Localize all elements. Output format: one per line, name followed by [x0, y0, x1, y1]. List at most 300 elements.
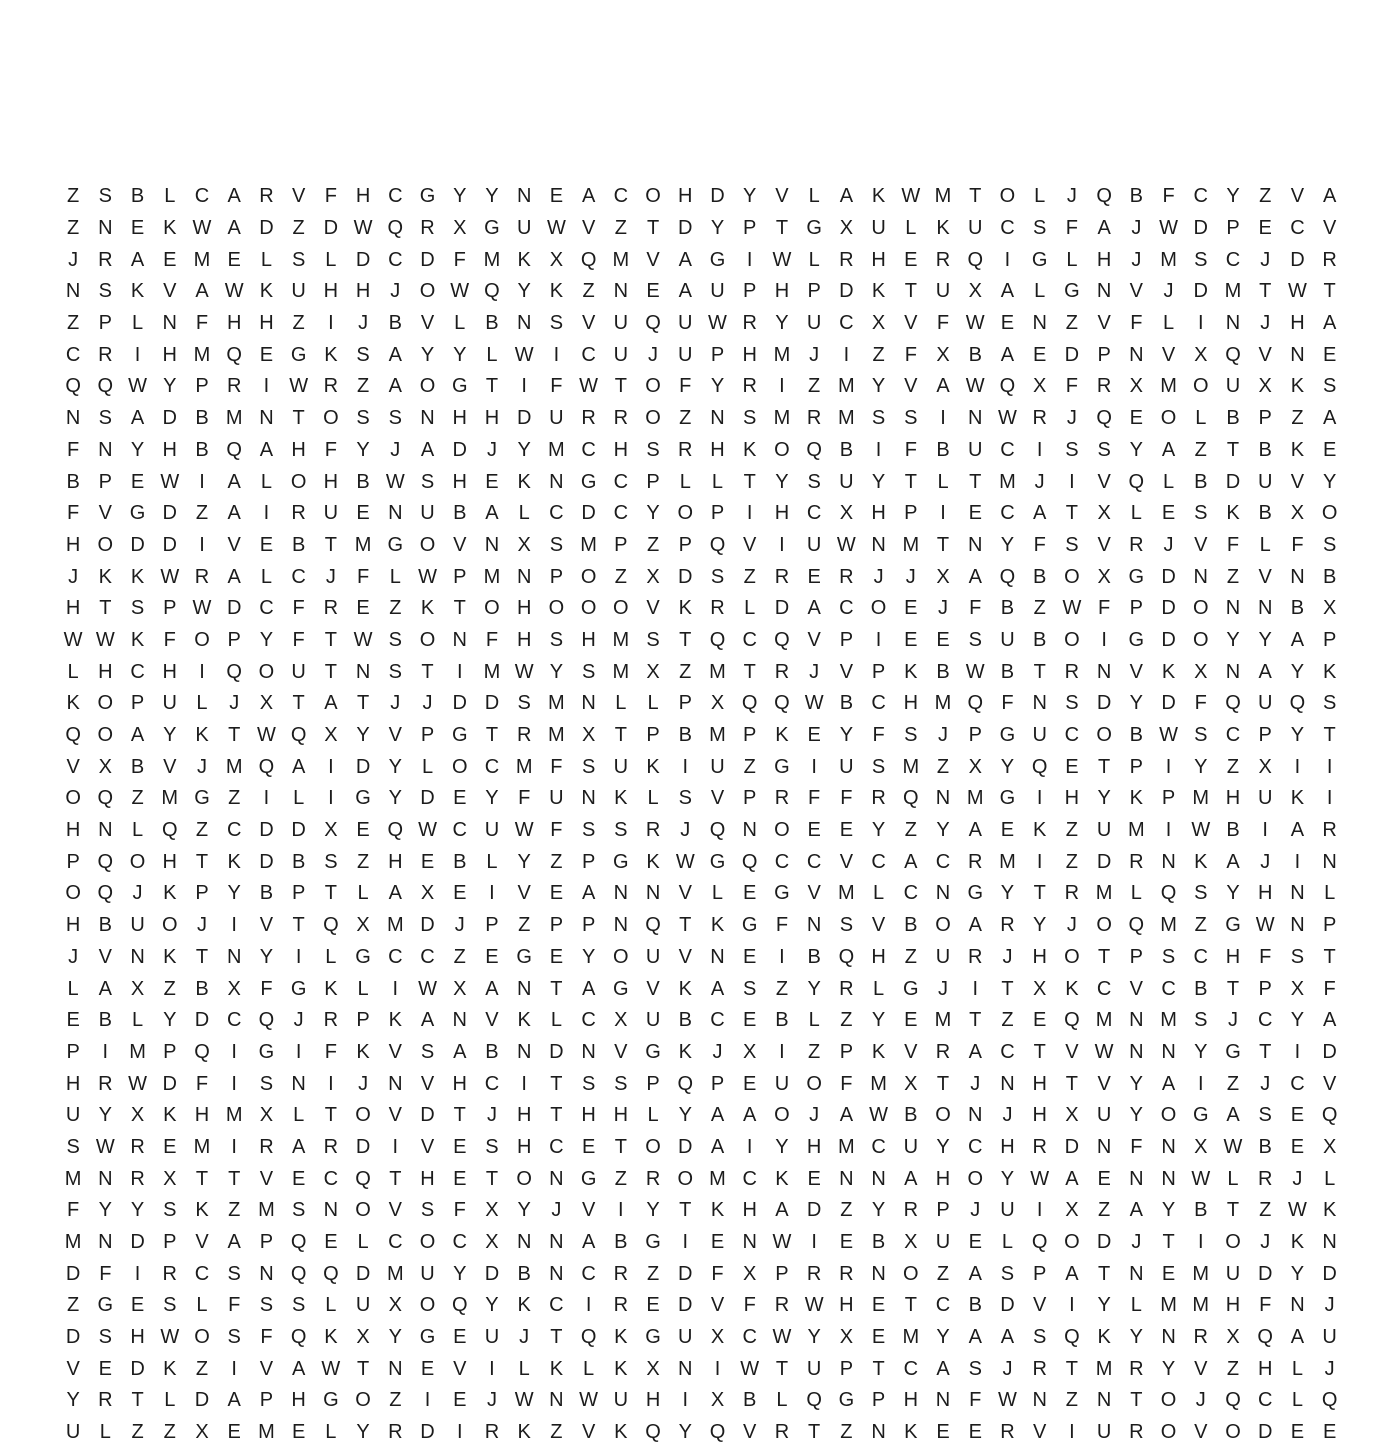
grid-letter: F — [324, 438, 337, 461]
grid-letter: C — [388, 185, 403, 208]
grid-letter: A — [1033, 502, 1047, 525]
grid-letter: Z — [679, 407, 692, 430]
grid-letter: Y — [1097, 787, 1111, 810]
grid-letter: F — [550, 755, 563, 778]
grid-letter: E — [1258, 217, 1272, 240]
grid-letter: T — [292, 914, 305, 937]
grid-row — [57, 688, 1346, 720]
grid-letter: H — [645, 1389, 661, 1412]
grid-letter: K — [420, 597, 435, 620]
grid-letter: F — [67, 438, 80, 461]
grid-letter: K — [904, 660, 918, 683]
grid-letter: P — [453, 565, 467, 588]
grid-letter: U — [484, 1326, 500, 1349]
grid-letter: A — [710, 1104, 725, 1127]
grid-letter: A — [936, 1357, 950, 1380]
grid-letter: S — [163, 1294, 177, 1317]
grid-letter: P — [968, 724, 982, 747]
grid-row — [57, 751, 1346, 783]
grid-letter: K — [130, 565, 145, 588]
grid-letter: P — [743, 217, 757, 240]
grid-letter: L — [389, 565, 401, 588]
grid-letter: T — [872, 1357, 885, 1380]
grid-letter: Z — [1226, 1357, 1240, 1380]
grid-letter: R — [839, 1262, 854, 1285]
grid-letter: U — [1096, 1104, 1112, 1127]
grid-letter: V — [163, 755, 177, 778]
grid-letter: N — [581, 787, 596, 810]
grid-letter: F — [163, 628, 176, 651]
grid-letter: S — [581, 660, 596, 683]
grid-letter: Q — [1321, 1389, 1338, 1412]
grid-letter: H — [291, 438, 306, 461]
grid-letter: A — [485, 977, 499, 1000]
grid-letter: Z — [840, 1199, 853, 1222]
grid-letter: G — [290, 977, 307, 1000]
grid-letter: M — [548, 692, 565, 715]
grid-letter: W — [321, 1357, 341, 1380]
grid-letter: S — [871, 755, 886, 778]
grid-letter: H — [162, 438, 177, 461]
grid-letter: K — [517, 1294, 531, 1317]
grid-letter: W — [1094, 1040, 1114, 1063]
grid-letter: P — [871, 660, 886, 683]
grid-letter: R — [613, 407, 629, 430]
grid-letter: V — [66, 1357, 80, 1380]
grid-letter: Q — [484, 280, 500, 303]
grid-letter: Q — [838, 945, 855, 968]
grid-letter: S — [388, 628, 402, 651]
grid-letter: R — [645, 1167, 661, 1190]
grid-letter: A — [968, 914, 982, 937]
grid-letter: E — [227, 248, 241, 271]
grid-letter: Q — [1031, 755, 1048, 778]
grid-letter: W — [1159, 217, 1178, 240]
grid-letter: S — [968, 628, 982, 651]
grid-letter: T — [904, 280, 917, 303]
grid-letter: I — [295, 1040, 302, 1063]
grid-letter: O — [870, 597, 887, 620]
grid-letter: Q — [1321, 1104, 1338, 1127]
grid-letter: K — [324, 343, 338, 366]
grid-letter: X — [710, 692, 725, 715]
grid-letter: J — [1260, 850, 1271, 873]
grid-letter: D — [678, 1135, 693, 1158]
grid-letter: W — [289, 375, 309, 398]
grid-letter: C — [1096, 977, 1112, 1000]
grid-letter: B — [453, 502, 467, 525]
grid-letter: S — [968, 1357, 982, 1380]
grid-letter: Q — [774, 692, 790, 715]
grid-letter: S — [678, 787, 692, 810]
grid-letter: V — [646, 977, 660, 1000]
grid-letter: D — [452, 692, 467, 715]
grid-letter: C — [1193, 185, 1208, 208]
grid-letter: I — [682, 1389, 689, 1412]
grid-letter: U — [839, 470, 854, 493]
grid-letter: K — [549, 280, 564, 303]
grid-letter: I — [1165, 819, 1172, 842]
grid-letter: M — [1127, 819, 1145, 842]
grid-letter: M — [709, 724, 726, 747]
grid-letter: R — [1193, 1326, 1208, 1349]
grid-letter: Y — [1290, 724, 1305, 747]
grid-letter: R — [323, 375, 339, 398]
grid-letter: V — [66, 755, 80, 778]
grid-letter: P — [839, 628, 854, 651]
grid-letter: N — [1129, 1167, 1144, 1190]
grid-letter: M — [193, 343, 211, 366]
grid-letter: W — [708, 312, 727, 335]
grid-letter: E — [1033, 343, 1047, 366]
grid-letter: K — [517, 1009, 531, 1032]
grid-letter: H — [774, 502, 790, 525]
grid-letter: J — [1292, 1167, 1303, 1190]
grid-letter: Z — [356, 850, 370, 873]
grid-letter: B — [839, 438, 854, 461]
grid-letter: I — [585, 1294, 592, 1317]
grid-letter: O — [1225, 1421, 1241, 1444]
grid-letter: M — [870, 1072, 887, 1095]
grid-letter: N — [1096, 1389, 1112, 1412]
grid-letter: F — [99, 1262, 112, 1285]
grid-letter: N — [516, 312, 532, 335]
word-search-grid — [57, 181, 1346, 1449]
grid-letter: M — [838, 882, 855, 905]
grid-letter: N — [162, 312, 177, 335]
grid-row — [57, 339, 1346, 371]
grid-letter: Y — [775, 1135, 789, 1158]
grid-letter: X — [453, 217, 467, 240]
grid-letter: Z — [228, 1199, 241, 1222]
grid-letter: Q — [97, 882, 114, 905]
grid-letter: N — [806, 914, 822, 937]
grid-letter: W — [772, 248, 792, 271]
grid-letter: G — [258, 1040, 275, 1063]
grid-letter: F — [679, 375, 692, 398]
grid-letter: H — [581, 628, 596, 651]
grid-letter: C — [1000, 438, 1015, 461]
grid-letter: Z — [131, 1421, 144, 1444]
grid-letter: X — [356, 1326, 370, 1349]
grid-letter: P — [259, 1389, 274, 1412]
grid-letter: V — [485, 1009, 499, 1032]
grid-letter: B — [1000, 597, 1015, 620]
grid-letter: Y — [485, 185, 499, 208]
grid-letter: W — [869, 1104, 889, 1127]
grid-letter: A — [968, 1262, 982, 1285]
grid-letter: V — [1322, 217, 1337, 240]
grid-letter: K — [871, 185, 886, 208]
grid-letter: O — [645, 407, 661, 430]
grid-letter: U — [806, 1357, 822, 1380]
grid-letter: X — [581, 724, 596, 747]
grid-letter: H — [1064, 787, 1080, 810]
grid-letter: Z — [936, 755, 950, 778]
grid-letter: B — [130, 185, 145, 208]
grid-letter: R — [98, 248, 113, 271]
grid-letter: I — [746, 502, 753, 525]
grid-letter: Y — [420, 343, 435, 366]
grid-letter: X — [324, 819, 338, 842]
grid-letter: X — [388, 1294, 402, 1317]
grid-letter: F — [840, 1072, 853, 1095]
grid-letter: J — [390, 692, 401, 715]
grid-letter: N — [1322, 850, 1337, 873]
grid-letter: Z — [67, 1294, 80, 1317]
grid-letter: L — [1227, 1167, 1239, 1190]
grid-letter: O — [1192, 375, 1209, 398]
grid-letter: I — [940, 407, 946, 430]
grid-letter: V — [904, 375, 918, 398]
grid-letter: T — [1065, 502, 1078, 525]
grid-letter: A — [581, 1231, 596, 1254]
grid-letter: T — [1226, 438, 1240, 461]
grid-row — [57, 1227, 1346, 1259]
grid-letter: D — [774, 597, 790, 620]
grid-letter: K — [710, 914, 725, 937]
grid-letter: L — [131, 1009, 144, 1032]
grid-letter: L — [1034, 185, 1046, 208]
grid-letter: A — [227, 1231, 241, 1254]
grid-letter: J — [1034, 470, 1045, 493]
grid-letter: T — [1033, 660, 1046, 683]
grid-letter: U — [1032, 724, 1047, 747]
grid-letter: T — [453, 597, 466, 620]
grid-letter: B — [98, 1009, 112, 1032]
grid-letter: R — [613, 1262, 629, 1285]
grid-letter: E — [936, 628, 950, 651]
grid-letter: I — [263, 502, 270, 525]
grid-letter: V — [388, 1199, 402, 1222]
grid-letter: S — [1194, 1009, 1208, 1032]
grid-letter: R — [1064, 660, 1080, 683]
grid-letter: T — [228, 724, 241, 747]
grid-letter: I — [972, 977, 979, 1000]
grid-letter: C — [613, 185, 629, 208]
grid-letter: R — [871, 787, 886, 810]
grid-letter: X — [1194, 343, 1208, 366]
grid-letter: T — [969, 185, 982, 208]
grid-letter: B — [356, 470, 370, 493]
grid-letter: Q — [580, 248, 597, 271]
grid-letter: A — [485, 502, 499, 525]
grid-letter: R — [420, 217, 435, 240]
grid-letter: K — [98, 565, 112, 588]
grid-letter: W — [514, 660, 534, 683]
grid-letter: Q — [741, 692, 758, 715]
grid-letter: Y — [710, 217, 725, 240]
grid-letter: J — [1195, 1389, 1206, 1412]
grid-letter: Y — [453, 1262, 467, 1285]
grid-letter: B — [1000, 660, 1015, 683]
grid-letter: P — [98, 312, 112, 335]
grid-letter: P — [807, 280, 821, 303]
grid-letter: Z — [131, 787, 144, 810]
grid-letter: N — [581, 692, 596, 715]
grid-letter: D — [65, 1326, 81, 1349]
grid-letter: A — [968, 1326, 982, 1349]
grid-letter: I — [1069, 1421, 1075, 1444]
grid-letter: J — [648, 343, 659, 366]
grid-letter: U — [484, 819, 500, 842]
grid-letter: X — [163, 1167, 177, 1190]
grid-letter: I — [553, 343, 560, 366]
grid-letter: X — [485, 1199, 499, 1222]
grid-letter: S — [324, 850, 338, 873]
grid-letter: R — [323, 597, 339, 620]
grid-letter: O — [935, 1104, 951, 1127]
grid-row — [57, 910, 1346, 942]
grid-letter: Q — [290, 1231, 307, 1254]
grid-letter: N — [871, 1421, 886, 1444]
grid-letter: E — [581, 1135, 596, 1158]
grid-letter: S — [549, 628, 564, 651]
grid-letter: C — [388, 1231, 403, 1254]
grid-letter: I — [199, 470, 205, 493]
grid-letter: T — [550, 1326, 563, 1349]
grid-letter: E — [259, 533, 274, 556]
grid-letter: G — [355, 945, 371, 968]
grid-letter: M — [999, 470, 1016, 493]
grid-letter: A — [291, 1357, 306, 1380]
grid-letter: V — [1258, 565, 1272, 588]
grid-letter: D — [130, 1357, 145, 1380]
grid-letter: O — [129, 850, 146, 873]
grid-letter: N — [1129, 1040, 1144, 1063]
grid-letter: E — [871, 1294, 886, 1317]
grid-letter: S — [1033, 217, 1047, 240]
grid-letter: A — [1065, 1262, 1079, 1285]
grid-letter: O — [645, 185, 661, 208]
grid-letter: B — [130, 755, 145, 778]
grid-letter: X — [549, 248, 564, 271]
grid-letter: H — [1225, 787, 1241, 810]
grid-letter: X — [968, 755, 982, 778]
grid-letter: V — [807, 628, 821, 651]
grid-letter: A — [227, 470, 241, 493]
grid-letter: Q — [226, 343, 242, 366]
grid-letter: K — [356, 1040, 370, 1063]
grid-letter: D — [1225, 470, 1241, 493]
grid-letter: H — [516, 1135, 532, 1158]
grid-letter: I — [1101, 628, 1107, 651]
grid-letter: W — [1223, 1135, 1243, 1158]
grid-row — [57, 213, 1346, 245]
grid-letter: B — [839, 692, 854, 715]
grid-letter: T — [1130, 1389, 1143, 1412]
grid-letter: X — [743, 1262, 757, 1285]
grid-letter: X — [1322, 1135, 1337, 1158]
grid-letter: U — [291, 660, 306, 683]
grid-letter: D — [355, 248, 371, 271]
grid-letter: J — [454, 914, 465, 937]
grid-letter: Y — [1258, 628, 1272, 651]
grid-letter: O — [1160, 1389, 1177, 1412]
grid-letter: P — [614, 533, 628, 556]
grid-letter: D — [162, 502, 177, 525]
grid-letter: L — [421, 755, 434, 778]
grid-letter: E — [485, 470, 499, 493]
grid-letter: S — [259, 1072, 274, 1095]
grid-letter: E — [1129, 407, 1143, 430]
grid-letter: Y — [1194, 755, 1208, 778]
grid-row — [57, 1322, 1346, 1354]
grid-letter: N — [516, 977, 532, 1000]
grid-letter: U — [1000, 1199, 1015, 1222]
grid-letter: S — [710, 565, 725, 588]
grid-letter: U — [291, 280, 306, 303]
grid-letter: W — [965, 312, 985, 335]
grid-letter: X — [1194, 1135, 1208, 1158]
grid-letter: Y — [1000, 882, 1015, 905]
grid-letter: B — [1194, 1199, 1208, 1222]
grid-letter: D — [484, 692, 500, 715]
grid-letter: I — [1069, 1294, 1075, 1317]
grid-letter: R — [774, 787, 790, 810]
grid-letter: D — [1193, 217, 1208, 240]
grid-letter: F — [1130, 1135, 1143, 1158]
grid-letter: H — [65, 1072, 81, 1095]
grid-letter: N — [1096, 280, 1112, 303]
grid-letter: D — [194, 1389, 210, 1412]
grid-letter: K — [163, 882, 177, 905]
grid-letter: K — [646, 850, 660, 873]
grid-letter: B — [1290, 597, 1305, 620]
grid-letter: B — [195, 438, 209, 461]
grid-letter: S — [1000, 1262, 1015, 1285]
grid-letter: E — [324, 1231, 338, 1254]
grid-letter: R — [1096, 375, 1112, 398]
grid-letter: P — [839, 1040, 854, 1063]
grid-letter: U — [613, 1389, 629, 1412]
grid-letter: D — [1257, 1262, 1273, 1285]
grid-letter: X — [130, 977, 145, 1000]
grid-letter: Q — [1225, 1389, 1241, 1412]
grid-letter: N — [742, 1231, 757, 1254]
grid-row — [57, 1100, 1346, 1132]
grid-letter: C — [1064, 724, 1080, 747]
grid-letter: D — [1161, 565, 1176, 588]
grid-letter: Q — [258, 1009, 275, 1032]
grid-letter: D — [1161, 597, 1176, 620]
grid-letter: S — [1194, 882, 1208, 905]
grid-letter: V — [388, 1040, 402, 1063]
grid-letter: K — [163, 945, 177, 968]
grid-letter: L — [776, 1389, 788, 1412]
grid-letter: T — [485, 375, 499, 398]
grid-letter: V — [646, 597, 660, 620]
grid-letter: I — [392, 1135, 399, 1158]
grid-letter: W — [1159, 724, 1178, 747]
grid-letter: E — [1161, 1262, 1176, 1285]
grid-letter: I — [521, 1072, 527, 1095]
grid-letter: Z — [67, 312, 80, 335]
grid-letter: I — [940, 502, 946, 525]
grid-letter: O — [1064, 945, 1080, 968]
grid-letter: N — [1225, 312, 1241, 335]
grid-letter: V — [710, 1294, 725, 1317]
grid-letter: Y — [775, 312, 789, 335]
grid-letter: R — [259, 1135, 274, 1158]
grid-letter: P — [98, 470, 112, 493]
grid-letter: G — [419, 185, 436, 208]
grid-letter: W — [1191, 819, 1211, 842]
grid-letter: X — [1065, 1199, 1079, 1222]
grid-letter: K — [614, 1357, 628, 1380]
grid-letter: Q — [999, 565, 1016, 588]
grid-letter: F — [1259, 945, 1272, 968]
